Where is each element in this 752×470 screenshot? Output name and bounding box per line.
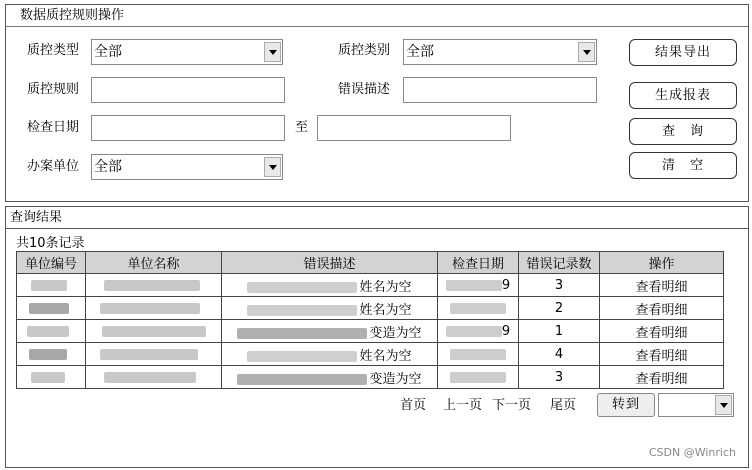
table-row	[17, 343, 724, 366]
rule-input[interactable]	[91, 77, 285, 103]
type-select-value: 全部	[94, 44, 122, 60]
unit-name-cell	[86, 320, 222, 343]
chevron-down-icon[interactable]	[715, 395, 732, 415]
export-button[interactable]: 结果导出	[629, 39, 737, 66]
report-button[interactable]: 生成报表	[629, 82, 737, 109]
table-row	[17, 366, 724, 389]
category-select-value: 全部	[406, 44, 434, 60]
results-panel-title: 查询结果	[6, 207, 748, 229]
chevron-down-icon[interactable]	[578, 42, 595, 62]
category-label: 质控类别	[338, 43, 391, 58]
date-separator: 至	[295, 120, 309, 135]
category-select[interactable]	[403, 39, 597, 65]
error-count-cell: 4	[519, 343, 600, 366]
chevron-down-icon[interactable]	[264, 42, 281, 62]
error-count-cell: 3	[519, 366, 600, 389]
error-desc-label: 错误描述	[338, 82, 391, 97]
unit-name-cell	[86, 366, 222, 389]
error-desc-cell: 姓名为空	[222, 274, 438, 297]
view-detail-link[interactable]: 查看明细	[600, 297, 724, 320]
unit-name-cell	[86, 297, 222, 320]
query-panel-title: 数据质控规则操作	[6, 5, 748, 27]
date-label: 检查日期	[27, 120, 80, 135]
column-header: 单位名称	[86, 252, 222, 274]
date-to-input[interactable]	[317, 115, 511, 141]
results-panel	[5, 206, 749, 468]
goto-button[interactable]: 转到	[597, 393, 655, 417]
unit-code-cell	[17, 274, 86, 297]
error-count-cell: 1	[519, 320, 600, 343]
last-page-link[interactable]: 尾页	[550, 398, 577, 413]
unit-code-cell	[17, 366, 86, 389]
first-page-link[interactable]: 首页	[400, 398, 427, 413]
prev-page-link[interactable]: 上一页	[443, 398, 483, 413]
table-row	[17, 320, 724, 343]
column-header: 单位编号	[17, 252, 86, 274]
type-select[interactable]	[91, 39, 283, 65]
table-header-row	[17, 252, 724, 274]
query-panel	[5, 4, 749, 202]
column-header: 操作	[600, 252, 724, 274]
unit-select-value: 全部	[94, 159, 122, 175]
date-from-input[interactable]	[91, 115, 285, 141]
column-header: 检查日期	[438, 252, 519, 274]
page-select[interactable]	[658, 393, 734, 417]
error-desc-cell: 姓名为空	[222, 343, 438, 366]
view-detail-link[interactable]: 查看明细	[600, 274, 724, 297]
error-desc-cell: 变造为空	[222, 320, 438, 343]
check-date-cell	[438, 366, 519, 389]
unit-code-cell	[17, 343, 86, 366]
chevron-down-icon[interactable]	[264, 157, 281, 177]
unit-select[interactable]	[91, 154, 283, 180]
check-date-cell	[438, 297, 519, 320]
next-page-link[interactable]: 下一页	[492, 398, 532, 413]
error-desc-cell: 姓名为空	[222, 297, 438, 320]
check-date-cell	[438, 343, 519, 366]
unit-label: 办案单位	[27, 159, 80, 174]
check-date-cell: 9	[438, 274, 519, 297]
unit-code-cell	[17, 297, 86, 320]
unit-name-cell	[86, 274, 222, 297]
results-table	[16, 251, 724, 389]
error-desc-input[interactable]	[403, 77, 597, 103]
view-detail-link[interactable]: 查看明细	[600, 366, 724, 389]
clear-button[interactable]: 清 空	[629, 152, 737, 179]
query-button[interactable]: 查 询	[629, 118, 737, 145]
table-row	[17, 297, 724, 320]
view-detail-link[interactable]: 查看明细	[600, 320, 724, 343]
watermark: CSDN @Winrich	[648, 446, 736, 459]
view-detail-link[interactable]: 查看明细	[600, 343, 724, 366]
unit-name-cell	[86, 343, 222, 366]
error-desc-cell: 变造为空	[222, 366, 438, 389]
error-count-cell: 2	[519, 297, 600, 320]
unit-code-cell	[17, 320, 86, 343]
rule-label: 质控规则	[27, 82, 80, 97]
error-count-cell: 3	[519, 274, 600, 297]
record-count: 共10条记录	[16, 236, 85, 251]
check-date-cell: 9	[438, 320, 519, 343]
type-label: 质控类型	[27, 43, 80, 58]
table-row	[17, 274, 724, 297]
column-header: 错误描述	[222, 252, 438, 274]
column-header: 错误记录数	[519, 252, 600, 274]
